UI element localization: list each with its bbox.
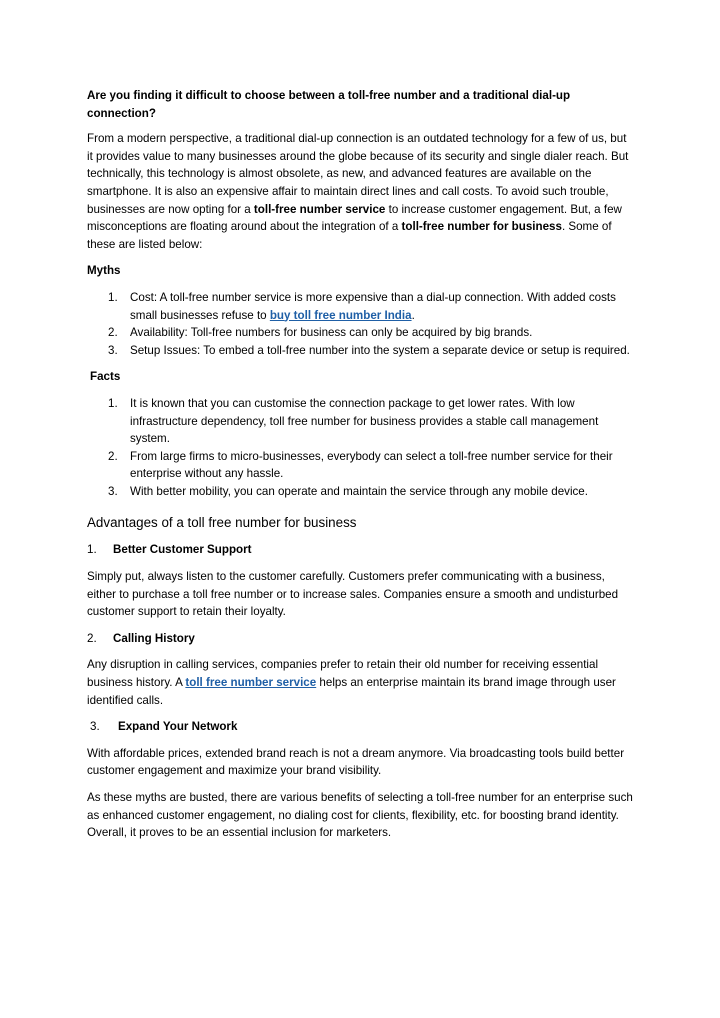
subsection-heading <box>87 630 635 648</box>
intro-paragraph <box>87 130 635 253</box>
body-text-1: Any disruption in calling services, companies prefer to retain their old number for receiving essential business history. A <box>87 658 599 690</box>
subsection-title: Expand Your Network <box>118 720 238 734</box>
subsection-heading <box>87 718 635 736</box>
subsection-number: 1. <box>87 543 97 557</box>
list-number: 1. <box>108 290 118 304</box>
document-page <box>87 87 635 851</box>
subsection-heading <box>87 541 635 559</box>
facts-list <box>87 395 635 501</box>
list-text: It is known that you can customise the connection package to get lower rates. With low infrastructure dependency, toll free number for business provides a stable call management system. <box>130 396 599 446</box>
list-text: With better mobility, you can operate and maintain the service through any mobile device. <box>130 484 588 498</box>
list-text: Setup Issues: To embed a toll-free number into the system a separate device or setup is required. <box>130 343 630 357</box>
list-number: 3. <box>108 343 118 357</box>
intro-bold-1: toll-free number service <box>253 202 386 216</box>
list-number: 3. <box>108 484 118 498</box>
list-text-end: . <box>411 308 415 322</box>
intro-text-1: From a modern perspective, a traditional dial-up connection is an outdated technology for a few of us, but it provides value to many businesses around the globe because of its security and single dialer reach. But technically, this technology is almost obsolete, as new, and advanced features are available on the smartphone. It is also an expensive affair to maintain direct lines and call costs. To avoid such trouble, businesses are now opting for a <box>87 132 629 216</box>
list-number: 2. <box>108 449 118 463</box>
list-item <box>87 342 635 360</box>
subsection-body <box>87 656 635 709</box>
list-text: Cost: A toll-free number service is more expensive than a dial-up connection. With added costs small businesses refuse to <box>130 290 616 322</box>
subsection-number: 3. <box>90 720 100 734</box>
buy-toll-free-number-link[interactable]: buy toll free number India <box>269 308 412 322</box>
subsection-title: Better Customer Support <box>113 543 252 557</box>
facts-label: Facts <box>90 370 121 384</box>
list-item <box>87 483 635 501</box>
conclusion-paragraph: As these myths are busted, there are various benefits of selecting a toll-free number for an enterprise such as enhanced customer engagement, no dialing cost for clients, flexibility, etc. for boosting brand identity. Overall, it proves to be an essential inclusion for marketers. <box>87 791 633 840</box>
document-heading: Are you finding it difficult to choose between a toll-free number and a traditional dial-up connection? <box>87 89 571 120</box>
subsection-body: With affordable prices, extended brand reach is not a dream anymore. Via broadcasting tools build better customer engagement and maximize your brand visibility. <box>87 746 625 778</box>
list-text: Availability: Toll-free numbers for business can only be acquired by big brands. <box>130 326 533 340</box>
intro-bold-2: toll-free number for business <box>401 220 562 234</box>
myths-label: Myths <box>87 264 121 278</box>
myths-list <box>87 289 635 359</box>
toll-free-number-service-link[interactable]: toll free number service <box>185 676 317 690</box>
section-title: Advantages of a toll free number for business <box>87 515 357 531</box>
body-text-2: helps an enterprise maintain its brand image through user identified calls. <box>87 676 616 707</box>
list-item <box>87 324 635 342</box>
list-number: 2. <box>108 326 118 340</box>
list-item <box>87 289 635 324</box>
list-item <box>87 395 635 448</box>
list-number: 1. <box>108 396 118 410</box>
subsection-number: 2. <box>87 631 97 645</box>
subsection-title: Calling History <box>113 631 195 645</box>
intro-text-2: to increase customer engagement. But, a few misconceptions are floating around about the integration of a <box>87 202 622 234</box>
list-text: From large firms to micro-businesses, everybody can select a toll-free number service for their enterprise without any hassle. <box>130 449 613 481</box>
list-item <box>87 448 635 483</box>
subsection-body: Simply put, always listen to the customer carefully. Customers prefer communicating with a business, either to purchase a toll free number or to increase sales. Companies ensure a smooth and undisturbed customer support to retain their loyalty. <box>87 570 619 619</box>
intro-text-3: . Some of these are listed below: <box>87 220 612 251</box>
